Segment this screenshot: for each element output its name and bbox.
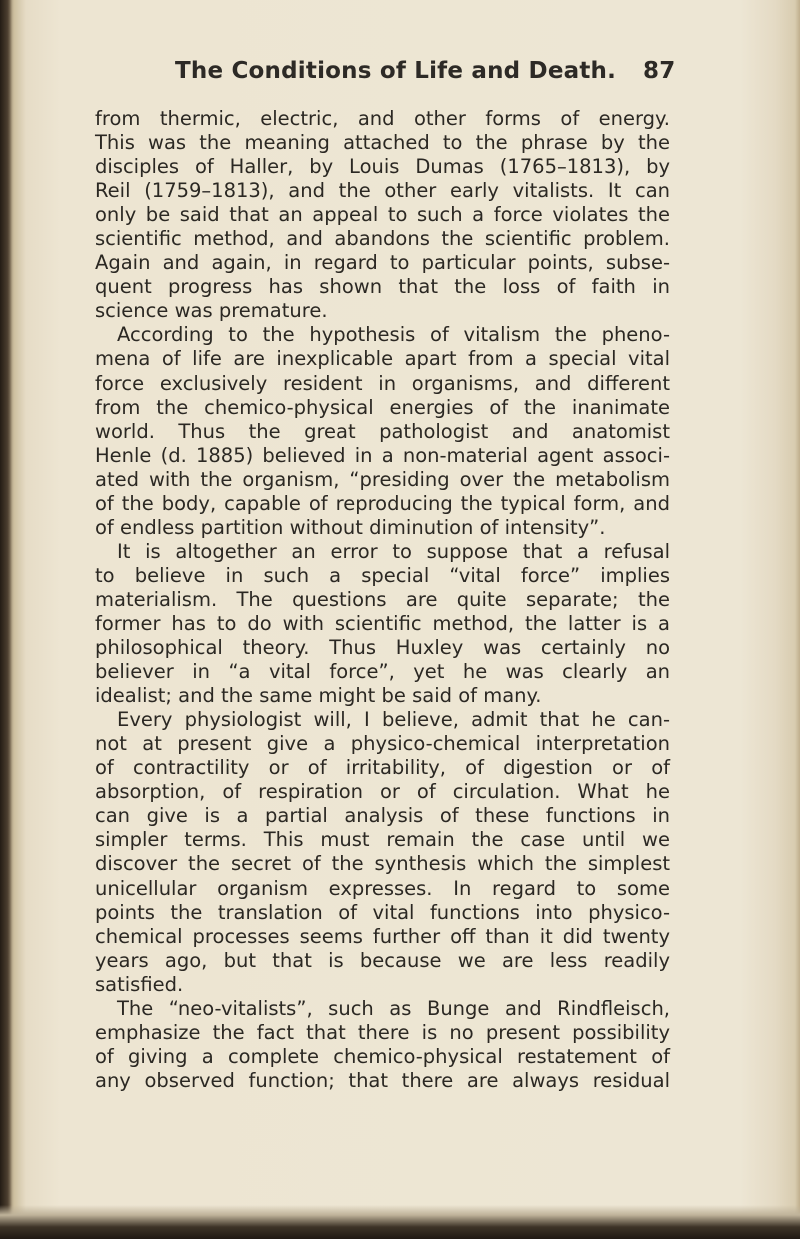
paragraph [95,107,670,323]
text-line: satisfied. [95,972,184,996]
text-line: The “neo-vitalists”, such as Bunge and Rindfleisch, [117,996,670,1020]
text-line: points the translation of vital functions into physico- [95,900,670,924]
running-head-title: The Conditions of Life and Death. [175,58,617,84]
text-line: any observed function; that there are always residual [95,1068,670,1092]
text-line: force exclusively resident in organisms, and different [95,371,670,395]
page-bottom-edge [0,1205,800,1239]
text-line: chemical processes seems further off than it did twenty [95,924,670,948]
paragraph [95,540,670,708]
text-line: of giving a complete chemico-physical restatement of [95,1044,670,1068]
text-line: emphasize the fact that there is no present possibility [95,1020,670,1044]
paragraph [95,323,670,539]
text-line: world. Thus the great pathologist and anatomist [95,419,670,443]
body-text [95,107,670,1093]
text-line: discover the secret of the synthesis which the simplest [95,852,670,876]
page-number: 87 [643,58,676,84]
text-line: to believe in such a special “vital force” implies [95,563,670,587]
text-line: believer in “a vital force”, yet he was clearly an [95,660,670,684]
text-line: mena of life are inexplicable apart from a special vital [95,347,670,371]
text-line: Henle (d. 1885) believed in a non-material agent associ- [95,443,670,467]
running-head [175,58,675,90]
text-line: of contractility or of irritability, of digestion or of [95,756,670,780]
text-line: from thermic, electric, and other forms of energy. [95,107,670,130]
text-line: Every physiologist will, I believe, admit that he can- [117,708,670,732]
text-line: idealist; and the same might be said of many. [95,684,542,708]
text-line: It is altogether an error to suppose that a refusal [117,539,670,563]
text-line: former has to do with scientific method, the latter is a [95,611,670,635]
text-line: Again and again, in regard to particular points, subse- [95,251,670,275]
text-line: science was premature. [95,299,328,323]
text-line: ated with the organism, “presiding over the metabolism [95,467,670,491]
text-line: materialism. The questions are quite separate; the [95,587,670,611]
text-line: from the chemico-physical energies of the inanimate [95,395,670,419]
paragraph [95,997,670,1093]
paragraph [95,708,670,997]
text-line: scientific method, and abandons the scientific problem. [95,227,670,251]
text-line: This was the meaning attached to the phrase by the [95,131,670,155]
text-line: absorption, of respiration or of circulation. What he [95,780,670,804]
text-line: only be said that an appeal to such a force violates the [95,203,670,227]
text-line: unicellular organism expresses. In regard to some [95,876,670,900]
text-line: quent progress has shown that the loss of faith in [95,275,670,299]
text-line: of the body, capable of reproducing the typical form, and [95,491,670,515]
text-line: of endless partition without diminution of intensity”. [95,515,606,539]
text-line: simpler terms. This must remain the case until we [95,828,670,852]
text-line: not at present give a physico-chemical interpretation [95,732,670,756]
text-line: philosophical theory. Thus Huxley was certainly no [95,636,670,660]
text-line: Reil (1759–1813), and the other early vitalists. It can [95,179,670,203]
text-line: According to the hypothesis of vitalism the pheno- [117,323,670,347]
text-line: disciples of Haller, by Louis Dumas (1765–1813), by [95,155,670,179]
text-line: years ago, but that is because we are less readily [95,948,670,972]
binding-gutter-shadow [0,0,12,1239]
text-line: can give is a partial analysis of these functions in [95,804,670,828]
